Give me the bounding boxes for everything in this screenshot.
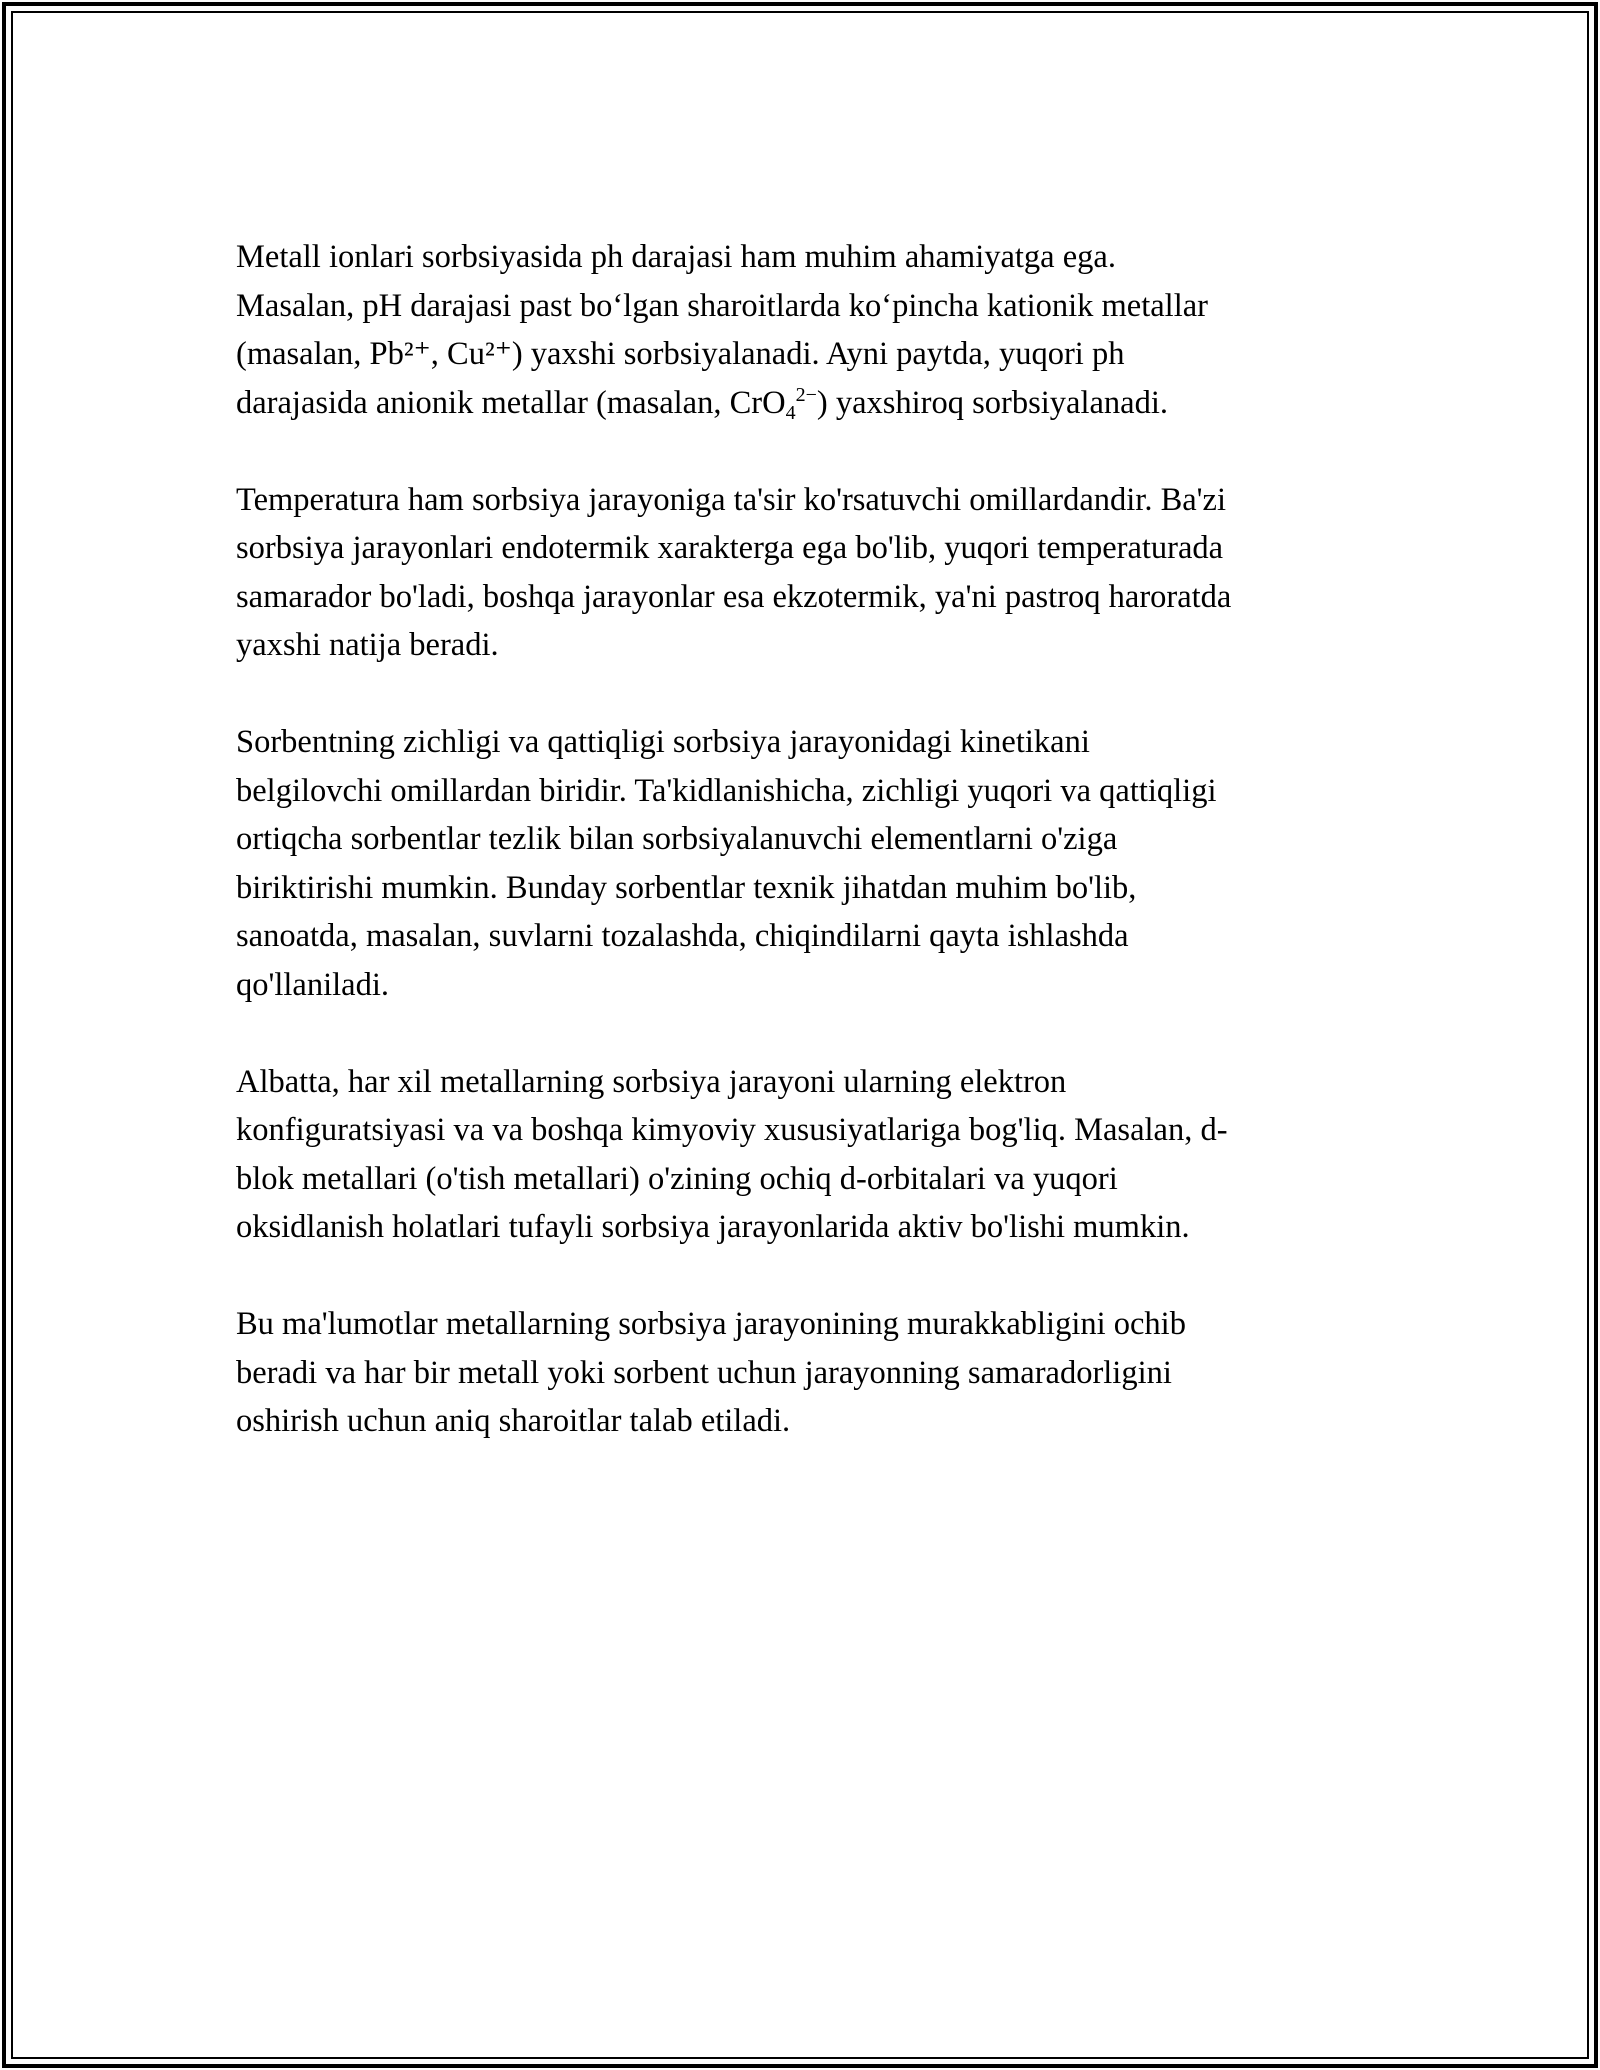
text-line: Sorbentning zichligi va qattiqligi sorbsiya jarayonidagi kinetikani (236, 724, 1090, 760)
paragraph-electron-configuration (236, 1058, 1366, 1252)
text-line: ortiqcha sorbentlar tezlik bilan sorbsiyalanuvchi elementlarni o'ziga (236, 821, 1118, 857)
subscript: 4 (785, 401, 796, 424)
text-line: oksidlanish holatlari tufayli sorbsiya jarayonlarida aktiv bo'lishi mumkin. (236, 1209, 1190, 1245)
text-line: Temperatura ham sorbsiya jarayoniga ta'sir ko'rsatuvchi omillardandir. Ba'zi (236, 481, 1226, 518)
text-line: Metall ionlari sorbsiyasida ph darajasi ham muhim ahamiyatga ega. (236, 239, 1116, 275)
text-line: konfiguratsiyasi va va boshqa kimyoviy xususiyatlariga bog'liq. Masalan, d- (236, 1112, 1228, 1148)
text-line: oshirish uchun aniq sharoitlar talab etiladi. (236, 1403, 791, 1439)
text-line: qo'llaniladi. (236, 966, 389, 1003)
text-line: beradi va har bir metall yoki sorbent uchun jarayonning samaradorligini (236, 1354, 1172, 1391)
paragraph-ph-level (236, 233, 1366, 427)
text-line: Bu ma'lumotlar metallarning sorbsiya jarayonining murakkabligini ochib (236, 1306, 1186, 1342)
superscript: 2− (795, 383, 817, 406)
text-line: belgilovchi omillardan biridir. Ta'kidlanishicha, zichligi yuqori va qattiqligi (236, 772, 1217, 809)
paragraph-sorbent-density (236, 718, 1366, 1009)
text-line: sorbsiya jarayonlari endotermik xarakterga ega bo'lib, yuqori temperaturada (236, 530, 1224, 566)
text-line: (masalan, Pb²⁺, Cu²⁺) yaxshi sorbsiyalanadi. Ayni paytda, yuqori ph (236, 336, 1125, 372)
text-line: blok metallari (o'tish metallari) o'zining ochiq d-orbitalari va yuqori (236, 1160, 1118, 1197)
text-line: biriktirishi mumkin. Bunday sorbentlar texnik jihatdan muhim bo'lib, (236, 869, 1137, 906)
document-body (236, 233, 1366, 1494)
text-line: yaxshi natija beradi. (236, 627, 499, 663)
text-segment: darajasida anionik metallar (masalan, CrO (236, 384, 786, 421)
text-segment: ) yaxshiroq sorbsiyalanadi. (816, 384, 1168, 421)
text-line: samarador bo'ladi, boshqa jarayonlar esa ekzotermik, ya'ni pastroq haroratda (236, 578, 1232, 615)
paragraph-temperature (236, 476, 1366, 670)
paragraph-conclusion (236, 1300, 1366, 1446)
text-line: sanoatda, masalan, suvlarni tozalashda, chiqindilarni qayta ishlashda (236, 918, 1129, 954)
text-line: Masalan, pH darajasi past bo‘lgan sharoitlarda ko‘pincha kationik metallar (236, 287, 1208, 324)
text-line (236, 383, 1168, 424)
text-line: Albatta, har xil metallarning sorbsiya jarayoni ularning elektron (236, 1063, 1067, 1100)
